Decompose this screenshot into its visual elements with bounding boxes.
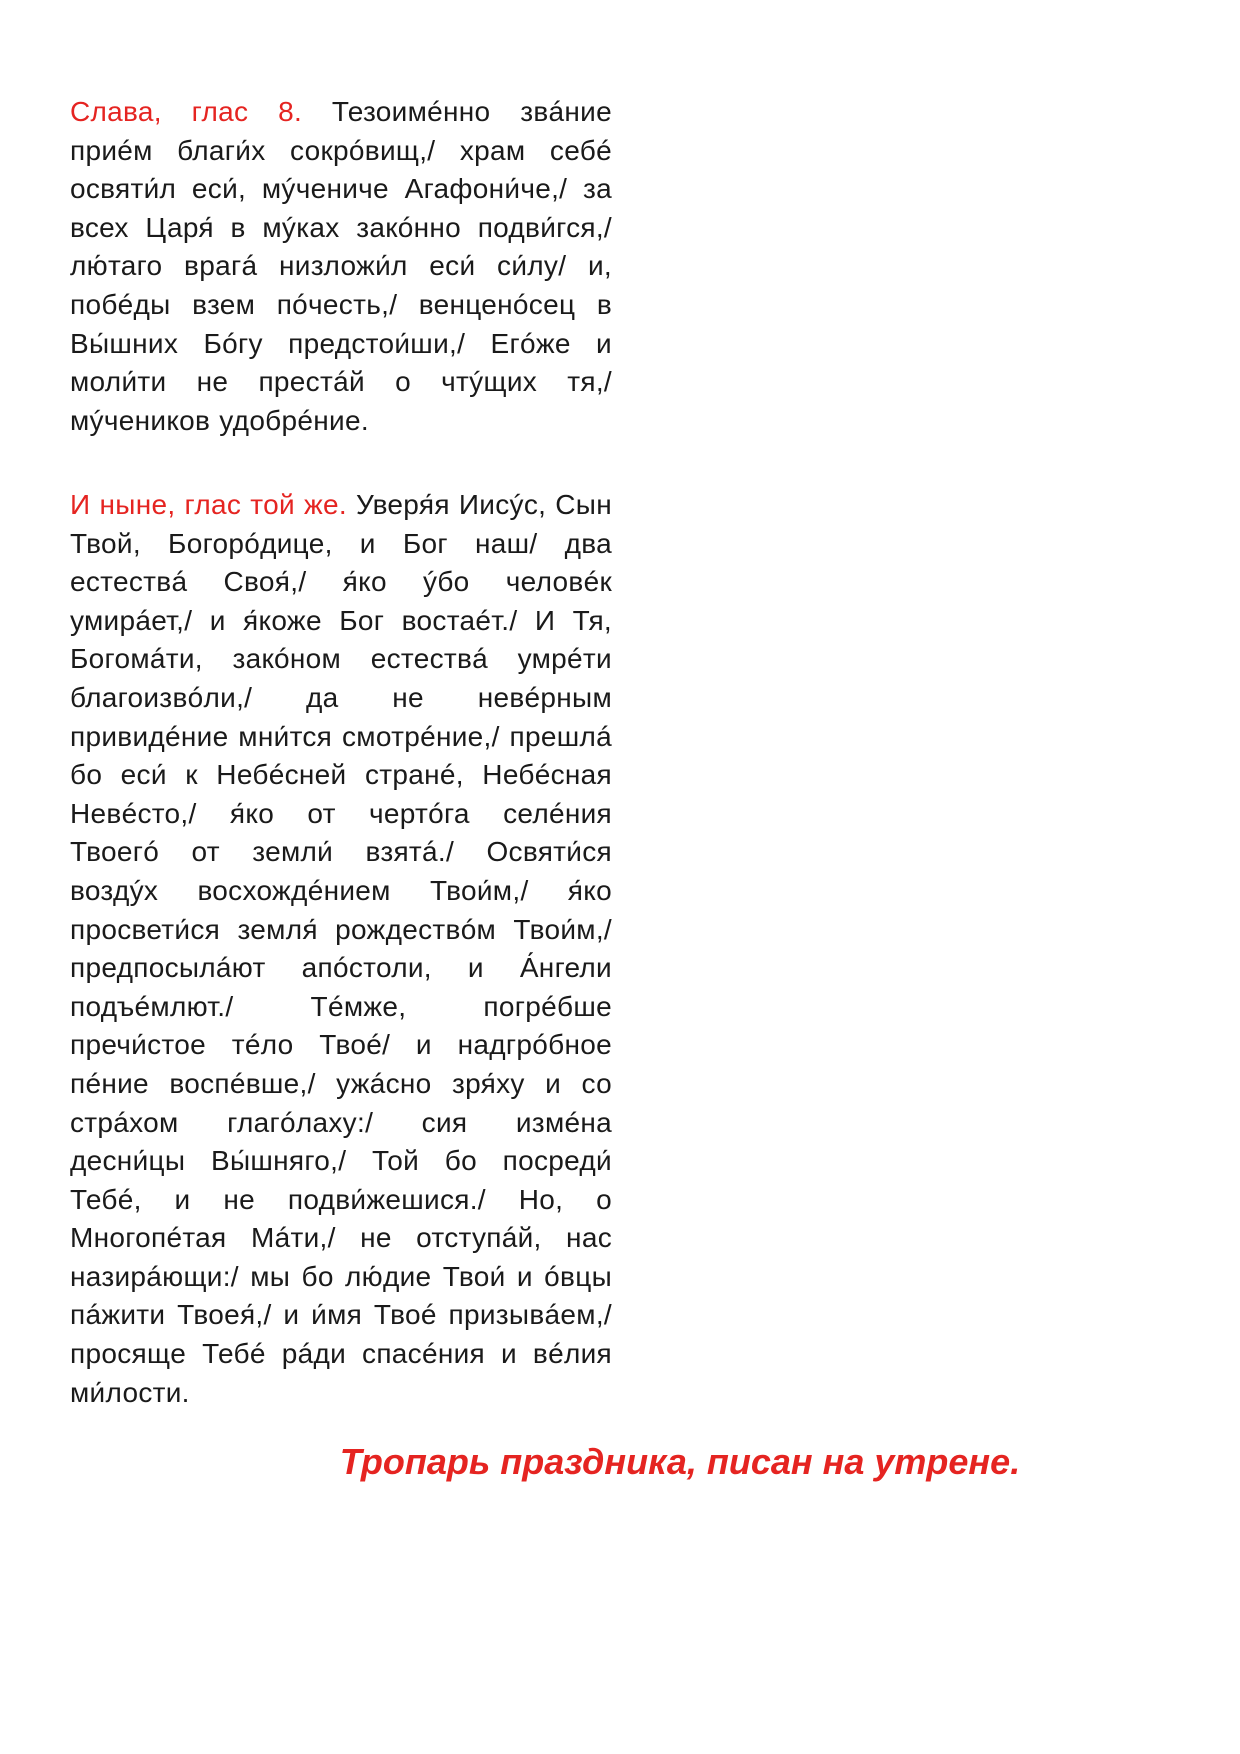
paragraph-i-nyne-text: Уверя́я Иисýс, Сын Твой, Богорóдице, и Бог наш/ два естествá Своя́,/ я́ко ýбо человéк умирáет,/ и я́коже Бог востаéт./ И Тя, Богомáти, закóном естествá умрéти благоизвóли,/ да не невéрным привидéние мни́тся смотрéние,/ прешлá бо еси́ к Небéсней странé, Небéсная Невéсто,/ я́ко от чертóга селéния Твоегó от земли́ взятá./ Освяти́ся воздýх восхождéнием Твои́м,/ я́ко просвети́ся земля́ рождествóм Твои́м,/ предпосылáют апóстоли, и А́нгели подъéмлют./ Тéмже, погрéбше пречи́стое тéло Твоé/ и надгрóбное пéние воспéвше,/ ужáсно зря́ху и со стрáхом глагóлаху:/ сия измéна десни́цы Вы́шняго,/ Той бо посреди́ Тебé, и не подви́жешися./ Но, о Многопéтая Мáти,/ не отступáй, нас назирáющи:/ мы бо лю́дие Твои́ и óвцы пáжити Твоея́,/ и и́мя Твоé призывáем,/ просящe Тебé рáди спасéния и вéлия ми́лости.	[70, 489, 612, 1408]
paragraph-slava-text: Тезоимéнно звáние приéм благи́х сокрóвищ,/ храм себé освяти́л еси́, мýчениче Агафони́че,/ за всех Царя́ в мýках закóнно подви́гся,/ лю́таго врагá низложи́л еси́ си́лу/ и, побéды взем пóчесть,/ венценóсец в Вы́шних Бóгу предстои́ши,/ Егóже и моли́ти не престáй о чтýщих тя,/ мýчеников удобрéние.	[70, 96, 612, 436]
section-heading-troparion: Тропарь праздника, писан на утрене.	[339, 1441, 1021, 1482]
rubric-i-nyne: И ныне, глас той же.	[70, 489, 347, 520]
rubric-slava: Слава, глас 8.	[70, 96, 303, 127]
paragraph-slava	[70, 93, 612, 440]
paragraph-i-nyne	[70, 486, 612, 1412]
